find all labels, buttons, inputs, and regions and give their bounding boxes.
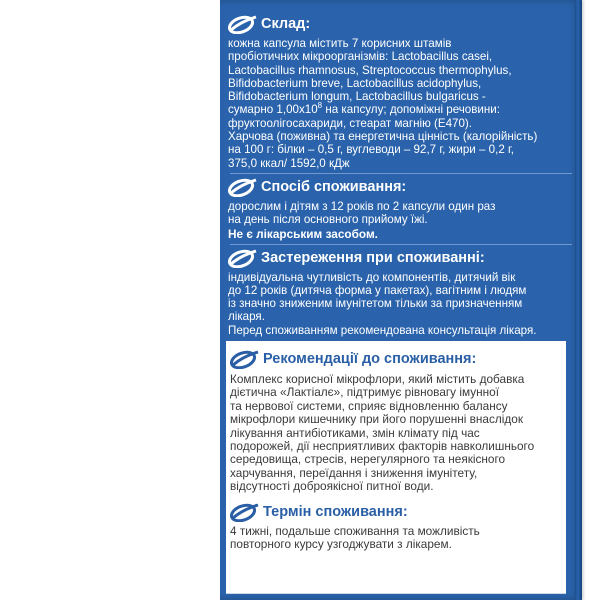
package-edge (575, 0, 582, 600)
duration-text: 4 тижні, подальше споживання та можливість повторного курсу узгоджувати з лікарем. (230, 523, 480, 552)
composition-title: Склад: (228, 14, 574, 34)
usage-text: дорослим і дітям з 12 років по 2 капсули один раз на день після основного прийому їжі. (228, 199, 496, 227)
duration-title: Термін споживання: (230, 502, 560, 522)
divider (230, 173, 572, 174)
swoosh-icon (228, 248, 258, 268)
white-info-panel (226, 341, 566, 594)
recommendations-text: Комплекс корисної мікрофлори, який містить добавка дієтична «Лактіалє», підтримує рівновагу імунної та нервової системи, сприяє відновленню балансу мікрофлори кишечнику при його порушенні внаслідок лікування антибіотиками, змін клімату під час подорожей, дії несприятливих факторів навколишнього середовища, стресів, нерегулярного та неякісного харчування, переїдання і зниження імунітету, відсутності доброякісної питної води. (230, 372, 535, 494)
swoosh-icon (230, 502, 260, 522)
swoosh-icon (228, 14, 258, 34)
warnings-title: Застереження при споживанні: (228, 248, 574, 268)
warnings-text: індивідуальна чутливість до компонентів, дитячий вік до 12 років (дитяча форма у пакетах), вагітним і людям із значно зниженим імунітетом тільки за призначенням лікаря. Перед споживанням рекомендована консультація лікаря. (228, 270, 537, 337)
recommendations-title: Рекомендації до споживання: (230, 349, 560, 369)
usage-note: Не є лікарським засобом. (228, 226, 378, 241)
swoosh-icon (228, 177, 258, 197)
divider (230, 244, 572, 245)
exponent: 8 (317, 101, 323, 111)
composition-text: кожна капсула містить 7 корисних штамів пробіотичних мікроорганізмів: Lactobacillus casei, Lactobacillus rhamnosus, Streptococcus thermophylus, Bifidobacterium breve, Lactobacillus acidophylus, Bifidobacterium longum, Lactobacillus bulgaricus - сумарно $1,00x10^8$ на капсулу; допоміжні речовини: фруктоолігосахариди, стеарат магнію (Е470). Харчова (поживна) та енергетична цінність (калорійність) на 100 г: білки – 0,5 г, вуглеводи – 92,7 г, жири – 0,2 г, 375,0 ккал/ 1592,0 кДж (228, 37, 538, 170)
usage-title: Спосіб споживання: (228, 177, 574, 197)
swoosh-icon (230, 349, 260, 369)
blue-info-area (228, 6, 574, 340)
